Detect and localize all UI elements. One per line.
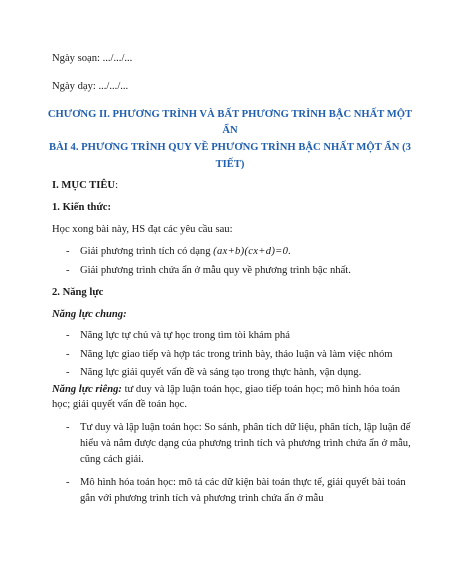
- teaching-date: Ngày dạy: .../.../...: [52, 81, 129, 92]
- general-competency-heading: Năng lực chung:: [52, 309, 127, 320]
- bullet-dash: -: [66, 330, 70, 341]
- bullet-dash: -: [66, 422, 70, 433]
- bullet-dash: -: [66, 246, 70, 257]
- list-item-label: Giải phương trình tích có dạng: [80, 246, 214, 257]
- chapter-title-line1: CHƯƠNG II. PHƯƠNG TRÌNH VÀ BẤT PHƯƠNG TRÌNH BẬC NHẤT MỘT: [47, 109, 413, 120]
- list-item-text: Giải phương trình chứa ẩn ở mẫu quy về phương trình bậc nhất.: [80, 265, 351, 276]
- knowledge-heading: 1. Kiến thức:: [52, 202, 112, 213]
- lesson-title-line2: TIẾT): [215, 159, 245, 170]
- knowledge-intro: Học xong bài này, HS đạt các yêu cầu sau:: [52, 224, 233, 235]
- list-item-text: Năng lực giao tiếp và hợp tác trong trình bày, thảo luận và làm việc nhóm: [80, 349, 393, 360]
- specific-competency-paragraph-line1: [52, 383, 401, 397]
- competency-heading: 2. Năng lực: [52, 287, 104, 298]
- bullet-dash: -: [66, 265, 70, 276]
- list-item-text: Năng lực giải quyết vấn đề và sáng tạo trong thực hành, vận dụng.: [80, 367, 362, 378]
- list-item-line1: Mô hình hóa toán học: mô tả các dữ kiện bài toán thực tế, giải quyết bài toán: [80, 477, 406, 488]
- specific-competency-paragraph-line2: học; giải quyết vấn đề toán học.: [52, 399, 188, 410]
- equation: (ax+b)(cx+d)=0.: [213, 246, 292, 257]
- list-item-line3: cũng cách giải.: [80, 454, 144, 465]
- objectives-heading-text: I. MỤC TIÊU: [52, 180, 116, 191]
- chapter-title-line2: ẨN: [222, 125, 238, 136]
- lesson-title-line1: BÀI 4. PHƯƠNG TRÌNH QUY VỀ PHƯƠNG TRÌNH BẬC NHẤT MỘT ẨN (3: [49, 142, 411, 153]
- bullet-dash: -: [66, 349, 70, 360]
- list-item-line2: hiểu và nắm được dạng của phương trình tích và phương trình chứa ẩn ở mẫu,: [80, 438, 411, 449]
- list-item-line2: gắn với phương trình tích và phương trình chứa ẩn ở mẫu: [80, 493, 324, 504]
- list-item-text: [80, 245, 291, 259]
- list-item-line1: Tư duy và lập luận toán học: So sánh, phân tích dữ liệu, phân tích, lập luận để: [80, 422, 411, 433]
- preparation-date: Ngày soạn: .../.../...: [52, 53, 133, 64]
- list-item-text: Năng lực tự chủ và tự học trong tìm tòi khám phá: [80, 330, 290, 341]
- specific-competency-label: Năng lực riêng:: [52, 384, 122, 395]
- specific-competency-text: tư duy và lập luận toán học, giao tiếp toán học; mô hình hóa toán: [121, 384, 401, 395]
- bullet-dash: -: [66, 367, 70, 378]
- objectives-heading-colon: :: [115, 180, 119, 191]
- bullet-dash: -: [66, 477, 70, 488]
- objectives-heading: [52, 179, 118, 193]
